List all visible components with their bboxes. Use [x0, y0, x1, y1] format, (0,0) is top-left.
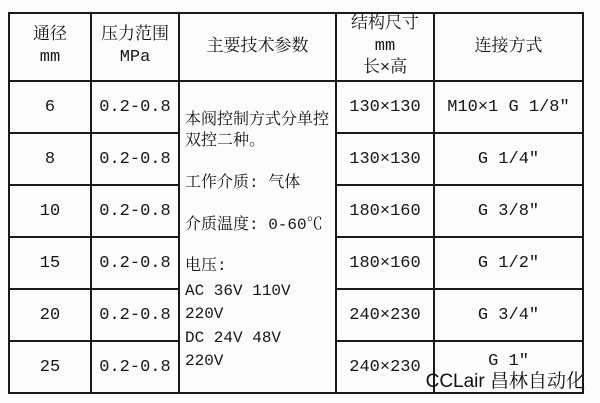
tech-voltage-ac-cont: 220V — [185, 305, 224, 324]
header-pressure — [91, 13, 179, 81]
pressure-cell: 0.2-0.8 — [91, 237, 179, 289]
pressure-cell: 0.2-0.8 — [91, 341, 179, 393]
connection-cell: M10×1 G 1/8″ — [434, 81, 583, 133]
header-structure-size — [336, 13, 434, 81]
diameter-cell: 15 — [9, 237, 91, 289]
tech-intro-text: 本阀控制方式分单控双控二种。 — [185, 111, 330, 151]
size-cell: 180×160 — [336, 237, 434, 289]
tech-voltage-ac-line: AC 36V 110V — [185, 282, 291, 301]
size-cell: 180×160 — [336, 185, 434, 237]
header-diameter — [9, 13, 91, 81]
diameter-cell: 25 — [9, 341, 91, 393]
tech-voltage-title: 电压: — [185, 257, 227, 276]
pressure-cell: 0.2-0.8 — [91, 185, 179, 237]
diameter-cell: 20 — [9, 289, 91, 341]
diameter-cell: 6 — [9, 81, 91, 133]
size-cell: 130×130 — [336, 133, 434, 185]
header-pressure-label: 压力范围 — [101, 26, 169, 46]
header-diameter-unit: mm — [39, 48, 61, 68]
diameter-cell: 10 — [9, 185, 91, 237]
size-cell: 240×230 — [336, 341, 434, 393]
valve-spec-table — [8, 12, 584, 394]
header-size-dims: 长×高 — [362, 59, 408, 79]
header-size-label: 结构尺寸 — [351, 15, 419, 34]
connection-cell: G 3/8″ — [434, 185, 583, 237]
pressure-cell: 0.2-0.8 — [91, 81, 179, 133]
spec-sheet — [8, 12, 584, 394]
connection-cell: G 1/2″ — [434, 237, 583, 289]
header-diameter-label: 通径 — [33, 26, 67, 46]
size-cell: 240×230 — [336, 289, 434, 341]
tech-temperature-text: 介质温度: 0-60℃ — [185, 215, 323, 234]
header-size-unit: mm — [374, 37, 396, 57]
pressure-cell: 0.2-0.8 — [91, 133, 179, 185]
header-row — [9, 13, 583, 81]
header-connection: 连接方式 — [434, 13, 583, 81]
diameter-cell: 8 — [9, 133, 91, 185]
header-tech-params: 主要技术参数 — [179, 13, 336, 81]
pressure-cell: 0.2-0.8 — [91, 289, 179, 341]
table-row — [9, 81, 583, 133]
tech-voltage-dc-line: DC 24V 48V — [185, 328, 282, 347]
size-cell: 130×130 — [336, 81, 434, 133]
header-pressure-unit: MPa — [119, 48, 151, 68]
tech-voltage-dc-cont: 220V — [185, 351, 224, 370]
connection-cell: G 1″ — [434, 341, 583, 393]
connection-cell: G 1/4″ — [434, 133, 583, 185]
tech-medium-text: 工作介质: 气体 — [185, 173, 301, 192]
tech-params-cell — [179, 81, 336, 393]
connection-cell: G 3/4″ — [434, 289, 583, 341]
brand-watermark: CCLair 昌林自动化 — [425, 371, 585, 392]
